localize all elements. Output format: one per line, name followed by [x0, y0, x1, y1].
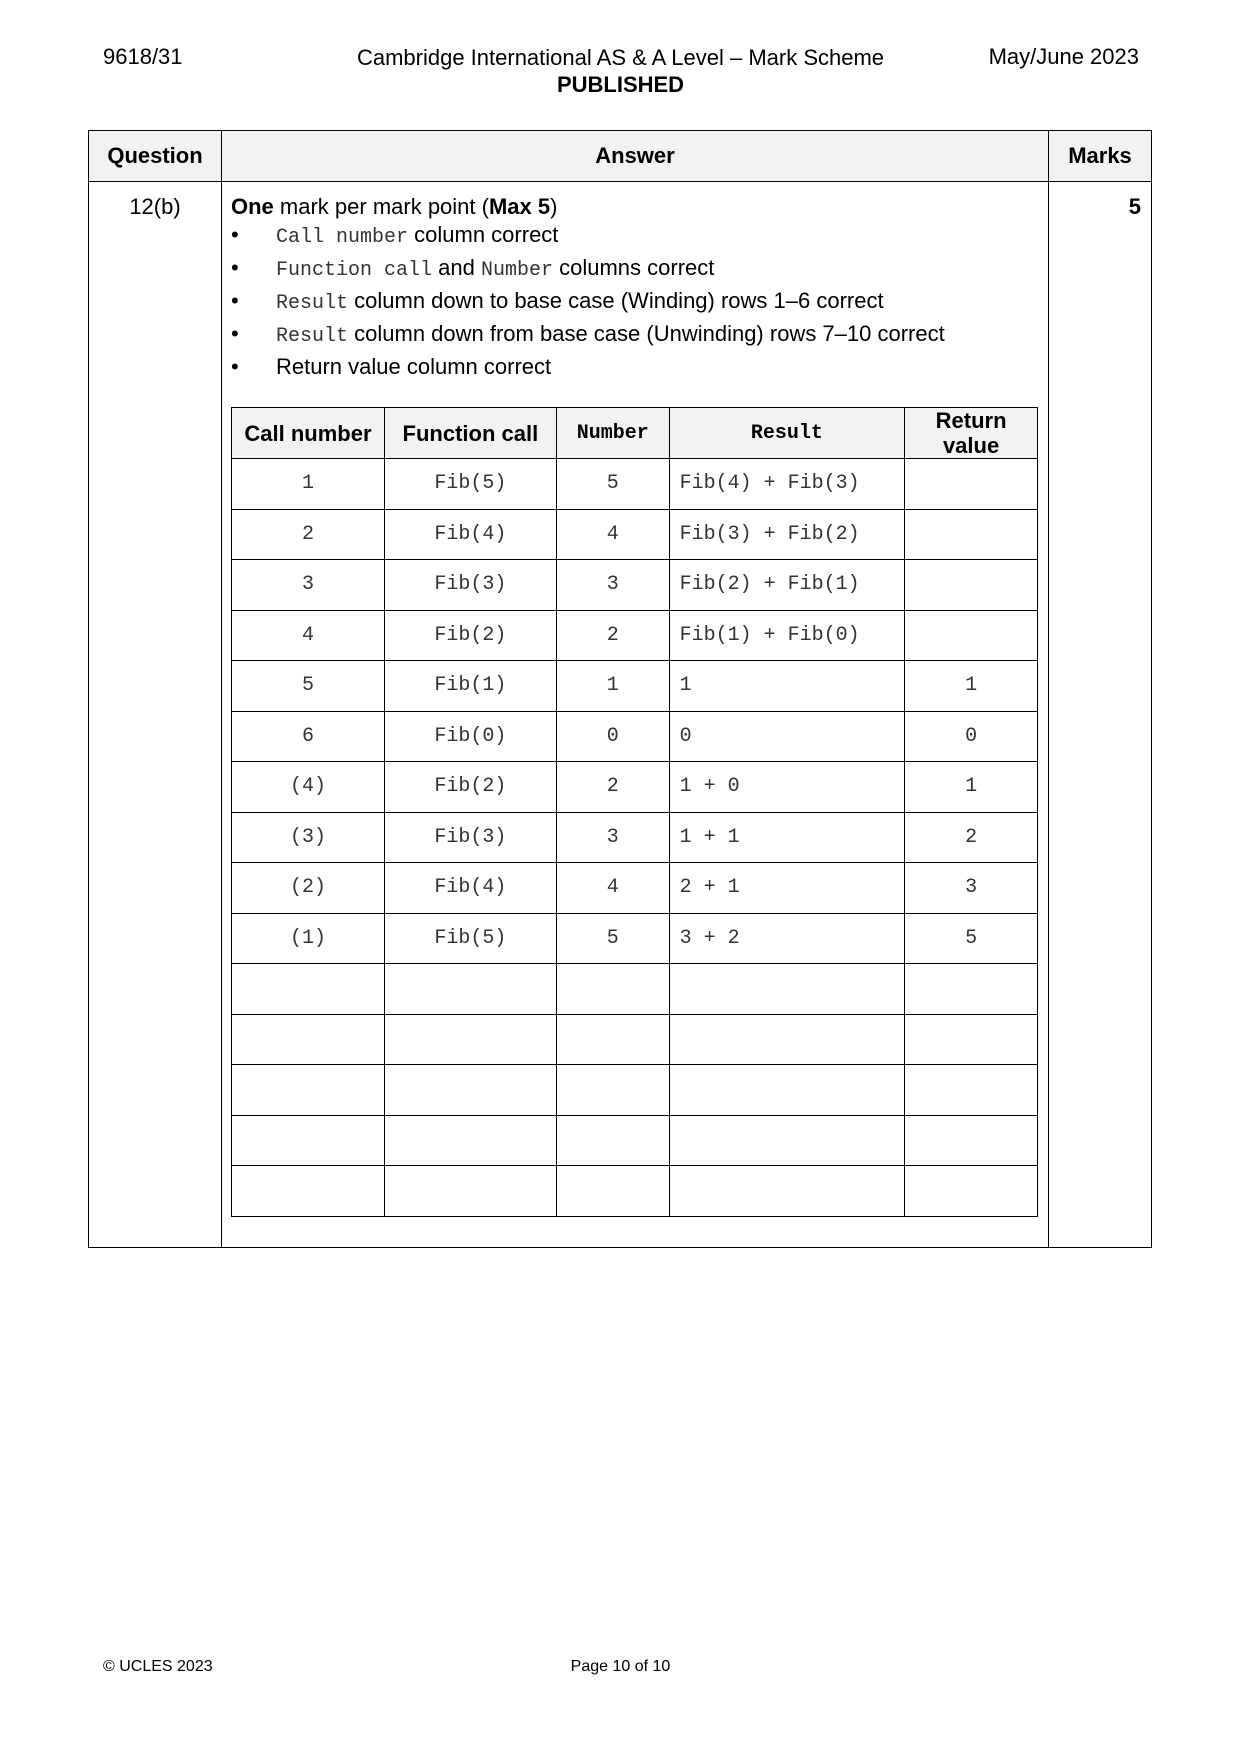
trace-cell: [669, 1065, 905, 1116]
trace-cell: Fib(3) + Fib(2): [669, 509, 905, 560]
trace-cell: [232, 1166, 385, 1217]
trace-cell: [556, 1166, 669, 1217]
trace-cell: 4: [556, 509, 669, 560]
trace-header-number: Number: [556, 408, 669, 459]
trace-cell: [384, 1166, 556, 1217]
trace-cell: [384, 964, 556, 1015]
mark-point: • Result column down from base case (Unwinding) rows 7–10 correct: [231, 321, 945, 348]
trace-cell: (1): [232, 913, 385, 964]
trace-cell: Fib(4) + Fib(3): [669, 459, 905, 510]
trace-cell: 4: [232, 610, 385, 661]
trace-cell: [556, 1115, 669, 1166]
trace-cell: Fib(1) + Fib(0): [669, 610, 905, 661]
table-row: [232, 661, 1038, 712]
trace-cell: 1 + 1: [669, 812, 905, 863]
trace-cell: 0: [669, 711, 905, 762]
trace-cell: [556, 964, 669, 1015]
table-row: [232, 964, 1038, 1015]
trace-cell: [905, 1014, 1038, 1065]
trace-cell: Fib(4): [384, 863, 556, 914]
trace-cell: 2: [556, 762, 669, 813]
table-row: [232, 560, 1038, 611]
trace-cell: (4): [232, 762, 385, 813]
table-row: [232, 711, 1038, 762]
trace-cell: [905, 509, 1038, 560]
published-label: PUBLISHED: [556, 72, 685, 97]
trace-cell: [384, 1014, 556, 1065]
trace-cell: Fib(3): [384, 560, 556, 611]
question-number: 12(b): [89, 182, 222, 1248]
trace-cell: 1 + 0: [669, 762, 905, 813]
marks-header: Marks: [1049, 131, 1152, 182]
trace-cell: 3: [556, 560, 669, 611]
exam-session: May/June 2023: [988, 44, 1139, 69]
trace-cell: [905, 610, 1038, 661]
trace-cell: [905, 459, 1038, 510]
copyright: © UCLES 2023: [103, 1658, 213, 1675]
trace-cell: 3: [232, 560, 385, 611]
trace-cell: 2: [556, 610, 669, 661]
table-row: [232, 610, 1038, 661]
trace-cell: 2 + 1: [669, 863, 905, 914]
trace-cell: 1: [905, 762, 1038, 813]
trace-table: [231, 407, 1038, 1217]
table-row: [232, 509, 1038, 560]
table-row: [232, 459, 1038, 510]
trace-cell: 5: [232, 661, 385, 712]
trace-header-function-call: Function call: [384, 408, 556, 459]
trace-cell: Fib(5): [384, 913, 556, 964]
page-number: Page 10 of 10: [570, 1658, 671, 1675]
trace-cell: Fib(2): [384, 762, 556, 813]
trace-cell: [556, 1065, 669, 1116]
trace-cell: (2): [232, 863, 385, 914]
trace-cell: [669, 1166, 905, 1217]
trace-header-call-number: Call number: [232, 408, 385, 459]
trace-cell: 3: [905, 863, 1038, 914]
table-row: [232, 1166, 1038, 1217]
trace-cell: 5: [905, 913, 1038, 964]
trace-cell: [232, 1014, 385, 1065]
trace-cell: [905, 1065, 1038, 1116]
paper-code: 9618/31: [103, 44, 183, 69]
trace-cell: 2: [905, 812, 1038, 863]
trace-cell: [905, 1115, 1038, 1166]
trace-cell: 3: [556, 812, 669, 863]
trace-cell: 0: [905, 711, 1038, 762]
table-row: [232, 1115, 1038, 1166]
trace-cell: 6: [232, 711, 385, 762]
mark-point: • Call number column correct: [231, 222, 559, 249]
answer-header: Answer: [222, 131, 1049, 182]
trace-cell: 1: [556, 661, 669, 712]
mark-points-list: [231, 220, 1039, 382]
trace-cell: 4: [556, 863, 669, 914]
trace-cell: [384, 1065, 556, 1116]
table-row: [232, 1014, 1038, 1065]
trace-cell: [669, 1014, 905, 1065]
trace-cell: [232, 1115, 385, 1166]
mark-point: • Function call and Number columns correct: [231, 255, 715, 282]
mark-point: • Return value column correct: [231, 354, 552, 379]
trace-header-return-value: Return value: [905, 408, 1038, 459]
trace-cell: [905, 964, 1038, 1015]
trace-cell: Fib(2) + Fib(1): [669, 560, 905, 611]
trace-cell: Fib(3): [384, 812, 556, 863]
trace-cell: Fib(0): [384, 711, 556, 762]
trace-cell: Fib(5): [384, 459, 556, 510]
trace-cell: [669, 964, 905, 1015]
trace-cell: Fib(4): [384, 509, 556, 560]
trace-cell: (3): [232, 812, 385, 863]
trace-cell: 1: [905, 661, 1038, 712]
mark-point: • Result column down to base case (Winding) rows 1–6 correct: [231, 288, 884, 315]
trace-cell: Fib(1): [384, 661, 556, 712]
document-title: Cambridge International AS & A Level – Mark Scheme: [356, 45, 885, 70]
mark-scheme-table: [88, 130, 1152, 1248]
trace-cell: [384, 1115, 556, 1166]
table-row: [232, 812, 1038, 863]
trace-cell: 5: [556, 459, 669, 510]
trace-cell: [905, 560, 1038, 611]
table-row: [232, 762, 1038, 813]
trace-cell: 5: [556, 913, 669, 964]
table-row: [232, 913, 1038, 964]
answer-cell: [222, 182, 1049, 1248]
trace-cell: [232, 964, 385, 1015]
table-row: [232, 1065, 1038, 1116]
trace-table-body: [232, 459, 1038, 1217]
trace-cell: [669, 1115, 905, 1166]
trace-header-result: Result: [669, 408, 905, 459]
trace-cell: [556, 1014, 669, 1065]
trace-cell: 1: [669, 661, 905, 712]
trace-cell: 3 + 2: [669, 913, 905, 964]
table-row: [232, 863, 1038, 914]
trace-cell: 0: [556, 711, 669, 762]
trace-cell: [905, 1166, 1038, 1217]
question-header: Question: [89, 131, 222, 182]
trace-cell: 2: [232, 509, 385, 560]
trace-cell: 1: [232, 459, 385, 510]
trace-cell: [232, 1065, 385, 1116]
mark-instruction: One mark per mark point (Max 5): [231, 194, 558, 219]
trace-cell: Fib(2): [384, 610, 556, 661]
marks-value: 5: [1049, 182, 1152, 1248]
